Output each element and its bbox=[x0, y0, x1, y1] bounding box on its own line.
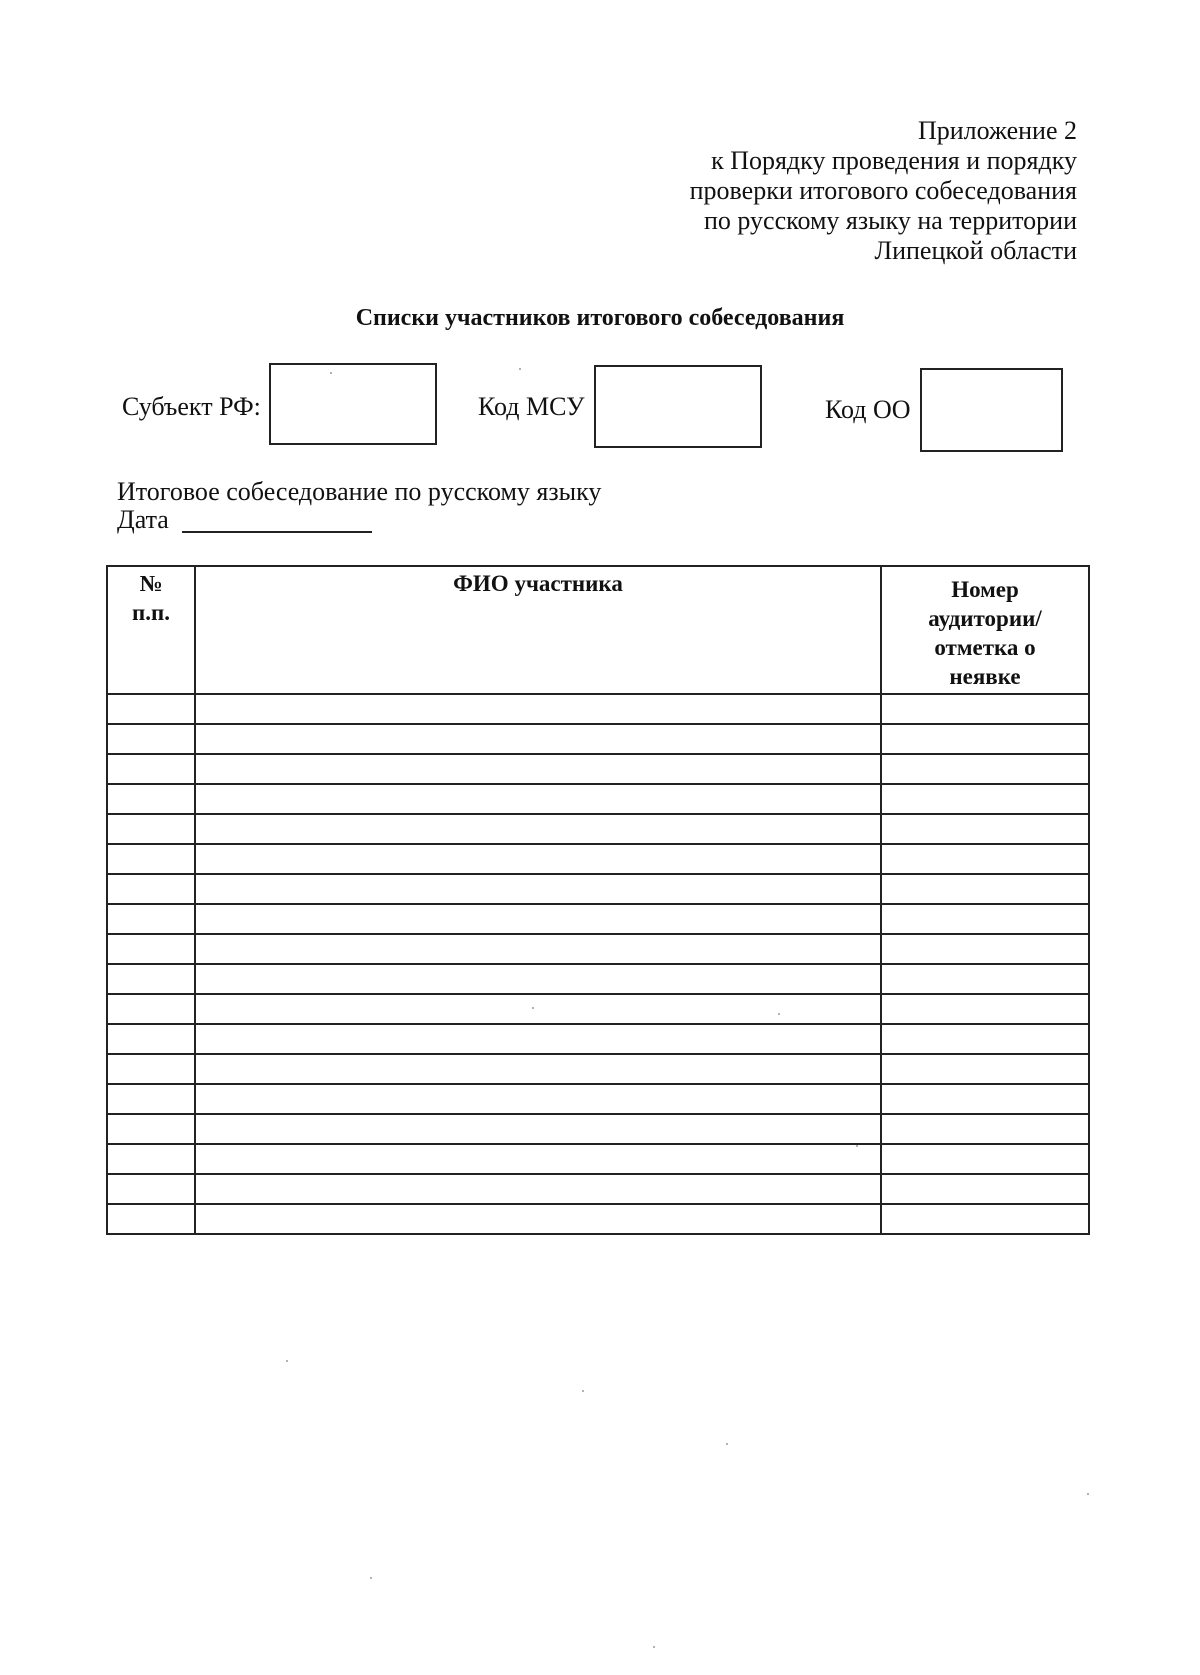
cell-room[interactable] bbox=[881, 1174, 1089, 1204]
oo-label: Код ОО bbox=[825, 395, 911, 424]
table-row bbox=[107, 814, 1089, 844]
cell-number[interactable] bbox=[107, 1024, 195, 1054]
cell-number[interactable] bbox=[107, 1144, 195, 1174]
cell-full-name[interactable] bbox=[195, 694, 881, 724]
table-row bbox=[107, 964, 1089, 994]
cell-room[interactable] bbox=[881, 754, 1089, 784]
header-number bbox=[107, 566, 195, 694]
cell-number[interactable] bbox=[107, 1174, 195, 1204]
scan-speck bbox=[778, 1013, 780, 1015]
appendix-line-1: Приложение 2 bbox=[917, 116, 1077, 145]
msu-code-box[interactable] bbox=[594, 365, 762, 448]
cell-number[interactable] bbox=[107, 694, 195, 724]
scan-speck bbox=[582, 1390, 584, 1392]
cell-room[interactable] bbox=[881, 844, 1089, 874]
cell-number[interactable] bbox=[107, 844, 195, 874]
cell-number[interactable] bbox=[107, 1114, 195, 1144]
table-row bbox=[107, 934, 1089, 964]
table-row bbox=[107, 694, 1089, 724]
cell-full-name[interactable] bbox=[195, 724, 881, 754]
table-header-row bbox=[107, 566, 1089, 694]
cell-number[interactable] bbox=[107, 754, 195, 784]
cell-room[interactable] bbox=[881, 724, 1089, 754]
cell-room[interactable] bbox=[881, 994, 1089, 1024]
scan-speck bbox=[726, 1443, 728, 1445]
cell-number[interactable] bbox=[107, 874, 195, 904]
cell-room[interactable] bbox=[881, 784, 1089, 814]
cell-full-name[interactable] bbox=[195, 874, 881, 904]
table-row bbox=[107, 1114, 1089, 1144]
cell-number[interactable] bbox=[107, 1084, 195, 1114]
table-row bbox=[107, 724, 1089, 754]
cell-room[interactable] bbox=[881, 1054, 1089, 1084]
header-room bbox=[881, 566, 1089, 694]
cell-room[interactable] bbox=[881, 874, 1089, 904]
cell-number[interactable] bbox=[107, 814, 195, 844]
cell-full-name[interactable] bbox=[195, 1174, 881, 1204]
cell-full-name[interactable] bbox=[195, 814, 881, 844]
appendix-note bbox=[690, 116, 1077, 266]
table-row bbox=[107, 1024, 1089, 1054]
table-row bbox=[107, 1084, 1089, 1114]
cell-number[interactable] bbox=[107, 934, 195, 964]
scan-speck bbox=[370, 1577, 372, 1579]
header-room-line-2: аудитории/ bbox=[928, 606, 1042, 631]
cell-room[interactable] bbox=[881, 1084, 1089, 1114]
cell-full-name[interactable] bbox=[195, 904, 881, 934]
subject-code-box[interactable] bbox=[269, 363, 437, 445]
cell-room[interactable] bbox=[881, 814, 1089, 844]
header-room-line-4: неявке bbox=[949, 664, 1021, 689]
cell-room[interactable] bbox=[881, 964, 1089, 994]
date-field[interactable] bbox=[182, 531, 372, 533]
header-room-line-3: отметка о bbox=[934, 635, 1036, 660]
cell-number[interactable] bbox=[107, 1054, 195, 1084]
scan-speck bbox=[532, 1007, 534, 1009]
msu-label: Код МСУ bbox=[478, 392, 585, 421]
exam-subject-line: Итоговое собеседование по русскому языку bbox=[117, 477, 602, 506]
table-row bbox=[107, 994, 1089, 1024]
appendix-line-4: по русскому языку на территории bbox=[703, 206, 1077, 235]
date-label: Дата bbox=[117, 505, 169, 534]
cell-room[interactable] bbox=[881, 1024, 1089, 1054]
cell-number[interactable] bbox=[107, 784, 195, 814]
cell-number[interactable] bbox=[107, 724, 195, 754]
table-row bbox=[107, 904, 1089, 934]
scan-speck bbox=[330, 372, 332, 374]
cell-full-name[interactable] bbox=[195, 1114, 881, 1144]
subject-label: Субъект РФ: bbox=[122, 392, 261, 421]
appendix-line-2: к Порядку проведения и порядку bbox=[711, 146, 1077, 175]
document-title: Списки участников итогового собеседования bbox=[355, 305, 845, 331]
cell-number[interactable] bbox=[107, 964, 195, 994]
table-row bbox=[107, 1204, 1089, 1234]
scan-speck bbox=[856, 1145, 858, 1147]
cell-full-name[interactable] bbox=[195, 844, 881, 874]
cell-full-name[interactable] bbox=[195, 994, 881, 1024]
header-room-line-1: Номер bbox=[951, 577, 1019, 602]
document-title-row bbox=[0, 305, 1200, 332]
scan-speck bbox=[1087, 1493, 1089, 1495]
cell-full-name[interactable] bbox=[195, 964, 881, 994]
scan-speck bbox=[286, 1360, 288, 1362]
cell-full-name[interactable] bbox=[195, 1204, 881, 1234]
scan-speck bbox=[519, 368, 521, 370]
oo-code-box[interactable] bbox=[920, 368, 1063, 452]
cell-room[interactable] bbox=[881, 934, 1089, 964]
header-number-line-2: п.п. bbox=[131, 600, 170, 625]
table-row bbox=[107, 1174, 1089, 1204]
participants-table bbox=[106, 565, 1090, 1235]
cell-full-name[interactable] bbox=[195, 754, 881, 784]
cell-number[interactable] bbox=[107, 1204, 195, 1234]
cell-full-name[interactable] bbox=[195, 1084, 881, 1114]
header-full-name-line-1: ФИО участника bbox=[453, 571, 623, 596]
cell-number[interactable] bbox=[107, 994, 195, 1024]
table-row bbox=[107, 1144, 1089, 1174]
cell-room[interactable] bbox=[881, 1114, 1089, 1144]
cell-full-name[interactable] bbox=[195, 1144, 881, 1174]
cell-full-name[interactable] bbox=[195, 1054, 881, 1084]
header-number-line-1: № bbox=[139, 571, 163, 596]
cell-full-name[interactable] bbox=[195, 1024, 881, 1054]
table-row bbox=[107, 754, 1089, 784]
table-row bbox=[107, 784, 1089, 814]
table-row bbox=[107, 1054, 1089, 1084]
cell-room[interactable] bbox=[881, 904, 1089, 934]
cell-full-name[interactable] bbox=[195, 934, 881, 964]
cell-room[interactable] bbox=[881, 694, 1089, 724]
cell-room[interactable] bbox=[881, 1144, 1089, 1174]
cell-full-name[interactable] bbox=[195, 784, 881, 814]
cell-number[interactable] bbox=[107, 904, 195, 934]
appendix-line-5: Липецкой области bbox=[874, 236, 1077, 265]
appendix-line-3: проверки итогового собеседования bbox=[689, 176, 1077, 205]
header-full-name bbox=[195, 566, 881, 694]
table-row bbox=[107, 844, 1089, 874]
table-body bbox=[107, 694, 1089, 1234]
cell-room[interactable] bbox=[881, 1204, 1089, 1234]
scan-speck bbox=[653, 1646, 655, 1648]
table-row bbox=[107, 874, 1089, 904]
